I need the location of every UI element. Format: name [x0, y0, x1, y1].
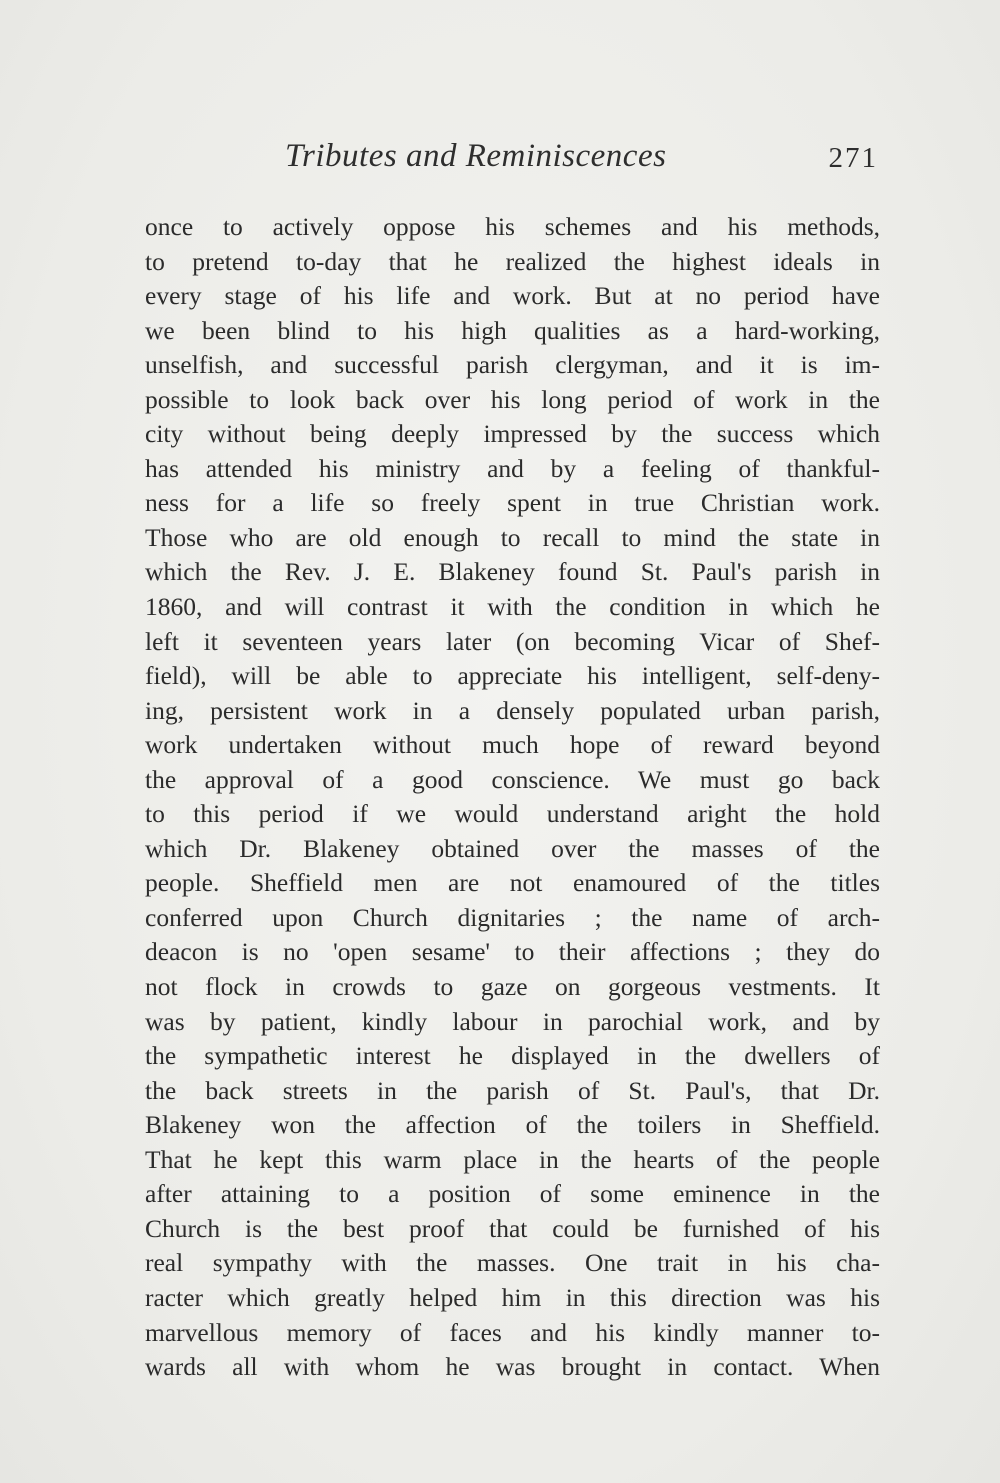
page-header — [145, 138, 880, 188]
text-line: 1860, and will contrast it with the condition in which he — [145, 592, 880, 622]
text-line: which the Rev. J. E. Blakeney found St. Paul's parish in — [145, 557, 880, 587]
text-line: marvellous memory of faces and his kindly manner to- — [145, 1317, 880, 1347]
text-line: unselfish, and successful parish clergyman, and it is im- — [145, 350, 880, 380]
body-text — [145, 210, 880, 1385]
text-line: deacon is no 'open sesame' to their affections ; they do — [145, 937, 880, 967]
text-line: every stage of his life and work. But at no period have — [145, 281, 880, 311]
text-line: Those who are old enough to recall to mind the state in — [145, 522, 880, 552]
text-line: ness for a life so freely spent in true Christian work. — [145, 488, 880, 518]
text-line: real sympathy with the masses. One trait in his cha- — [145, 1248, 880, 1278]
text-line: the back streets in the parish of St. Paul's, that Dr. — [145, 1075, 880, 1105]
text-line: left it seventeen years later (on becoming Vicar of Shef- — [145, 626, 880, 656]
text-line: which Dr. Blakeney obtained over the masses of the — [145, 833, 880, 863]
text-line: conferred upon Church dignitaries ; the name of arch- — [145, 902, 880, 932]
text-line: to pretend to-day that he realized the highest ideals in — [145, 246, 880, 276]
text-line: after attaining to a position of some eminence in the — [145, 1179, 880, 1209]
text-line: once to actively oppose his schemes and his methods, — [145, 212, 880, 241]
text-line: field), will be able to appreciate his intelligent, self-deny- — [145, 661, 880, 691]
text-line: possible to look back over his long period of work in the — [145, 384, 880, 414]
text-line: racter which greatly helped him in this direction was his — [145, 1282, 880, 1312]
text-line: the approval of a good conscience. We must go back — [145, 764, 880, 794]
text-line: to this period if we would understand aright the hold — [145, 799, 880, 829]
running-head: Tributes and Reminiscences — [285, 138, 667, 174]
text-line: city without being deeply impressed by the success which — [145, 419, 880, 449]
text-line: Church is the best proof that could be furnished of his — [145, 1213, 880, 1243]
text-line: That he kept this warm place in the hearts of the people — [145, 1144, 880, 1174]
text-line: we been blind to his high qualities as a hard-working, — [145, 315, 880, 345]
text-line: not flock in crowds to gaze on gorgeous vestments. It — [145, 972, 880, 1002]
text-line: Blakeney won the affection of the toilers in Sheffield. — [145, 1110, 880, 1140]
text-line: ing, persistent work in a densely populated urban parish, — [145, 695, 880, 725]
text-line: people. Sheffield men are not enamoured of the titles — [145, 868, 880, 898]
text-line: wards all with whom he was brought in contact. When — [145, 1352, 880, 1382]
text-line: has attended his ministry and by a feeling of thankful- — [145, 453, 880, 483]
text-line: the sympathetic interest he displayed in the dwellers of — [145, 1041, 880, 1071]
page-number: 271 — [828, 142, 878, 174]
text-line: work undertaken without much hope of reward beyond — [145, 730, 880, 760]
text-line: was by patient, kindly labour in parochial work, and by — [145, 1006, 880, 1036]
